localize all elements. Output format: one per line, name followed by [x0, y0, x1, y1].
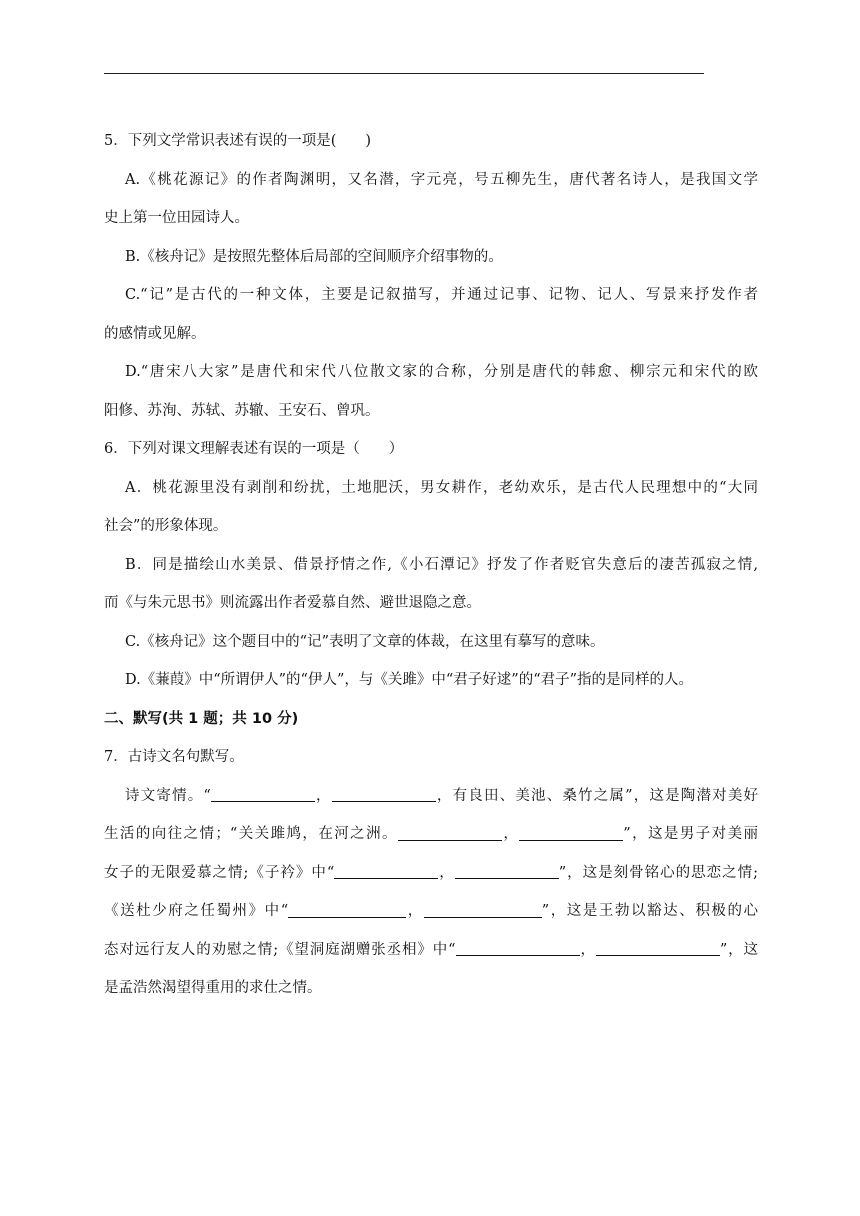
q7-sep-1: ， [314, 787, 332, 804]
question-7-stem: 7．古诗文名句默写。 [104, 749, 244, 765]
q7-passage-line-1 [104, 777, 758, 816]
q7-text-5b: ”，这 [719, 941, 758, 958]
answer-blank-6[interactable] [455, 863, 559, 879]
header-rule [104, 73, 704, 74]
q7-sep-2: ， [501, 826, 520, 842]
q7-text-4b: ”，这是王勃以豁达、积极的心 [541, 903, 758, 919]
q7-text-4a: 《送杜少府之任蜀州》中“ [104, 903, 289, 919]
q5-option-c-line-1: C.“记”是古代的一种文体，主要是记叙描写，并通过记事、记物、记人、写景来抒发作者 [125, 287, 758, 303]
answer-blank-7[interactable] [288, 901, 406, 917]
q5-option-c-line-2: 的感情或见解。 [104, 325, 206, 342]
q7-text-3a: 女子的无限爱慕之情;《子衿》中“ [104, 864, 335, 881]
q5-option-a-line-1: A.《桃花源记》的作者陶渊明，又名潜，字元亮，号五柳先生，唐代著名诗人，是我国文学 [125, 171, 758, 188]
q5-option-d-line-1: D.“唐宋八大家”是唐代和宋代八位散文家的合称，分别是唐代的韩愈、柳宗元和宋代的欧 [125, 364, 758, 380]
q6-option-a-line-2: 社会”的形象体现。 [104, 518, 228, 534]
section-2-title: 二、默写(共 1 题；共 10 分) [104, 710, 299, 727]
q6-option-d: D.《蒹葭》中“所谓伊人”的“伊人”，与《关雎》中“君子好逑”的“君子”指的是同样的人。 [125, 672, 694, 688]
answer-blank-9[interactable] [456, 940, 580, 956]
question-5-stem: 5．下列文学常识表述有误的一项是( ) [104, 133, 372, 149]
answer-blank-3[interactable] [398, 824, 502, 840]
answer-blank-4[interactable] [519, 824, 623, 840]
q7-text-5a: 态对远行友人的劝慰之情;《望洞庭湖赠张丞相》中“ [104, 941, 456, 958]
q7-sep-4: ， [406, 903, 424, 919]
q7-text-2b: ”，这是男子对美丽 [623, 826, 758, 842]
q6-option-a-line-1: A．桃花源里没有剥削和纷扰，土地肥沃，男女耕作，老幼欢乐，是古代人民理想中的“大同 [125, 479, 758, 496]
answer-blank-2[interactable] [332, 786, 436, 802]
answer-blank-8[interactable] [424, 901, 542, 917]
q7-text-3b: ”，这是刻骨铭心的思恋之情; [558, 864, 758, 881]
q7-passage-line-2 [104, 815, 758, 854]
q7-sep-3: ， [438, 864, 455, 881]
q6-option-b-line-1: B．同是描绘山水美景、借景抒情之作,《小石潭记》抒发了作者贬官失意后的凄苦孤寂之情, [125, 556, 758, 573]
q7-passage-line-5 [104, 931, 758, 970]
q7-text-1a: 诗文寄情。“ [125, 787, 211, 804]
answer-blank-5[interactable] [334, 863, 438, 879]
q7-passage-line-6: 是孟浩然渴望得重用的求仕之情。 [104, 980, 322, 996]
q7-passage-line-3 [104, 854, 758, 893]
q5-option-d-line-2: 阳修、苏洵、苏轼、苏辙、王安石、曾巩。 [104, 402, 380, 419]
q7-sep-5: ， [579, 941, 596, 958]
q7-passage-line-4 [104, 892, 758, 931]
q5-option-a-line-2: 史上第一位田园诗人。 [104, 210, 249, 226]
q5-option-b: B.《核舟记》是按照先整体后局部的空间顺序介绍事物的。 [125, 248, 503, 265]
question-6-stem: 6．下列对课文理解表述有误的一项是（ ） [104, 441, 404, 457]
answer-blank-1[interactable] [211, 786, 315, 802]
q6-option-b-line-2: 而《与朱元思书》则流露出作者爱慕自然、避世退隐之意。 [104, 595, 481, 611]
answer-blank-10[interactable] [596, 940, 720, 956]
q7-text-2a: 生活的向往之情；“关关雎鸠，在河之洲。 [104, 826, 398, 842]
document-body [104, 122, 758, 1008]
q7-text-1b: ，有良田、美池、桑竹之属”，这是陶潜对美好 [435, 787, 758, 804]
q6-option-c: C.《核舟记》这个题目中的“记”表明了文章的体裁，在这里有摹写的意味。 [125, 633, 605, 650]
